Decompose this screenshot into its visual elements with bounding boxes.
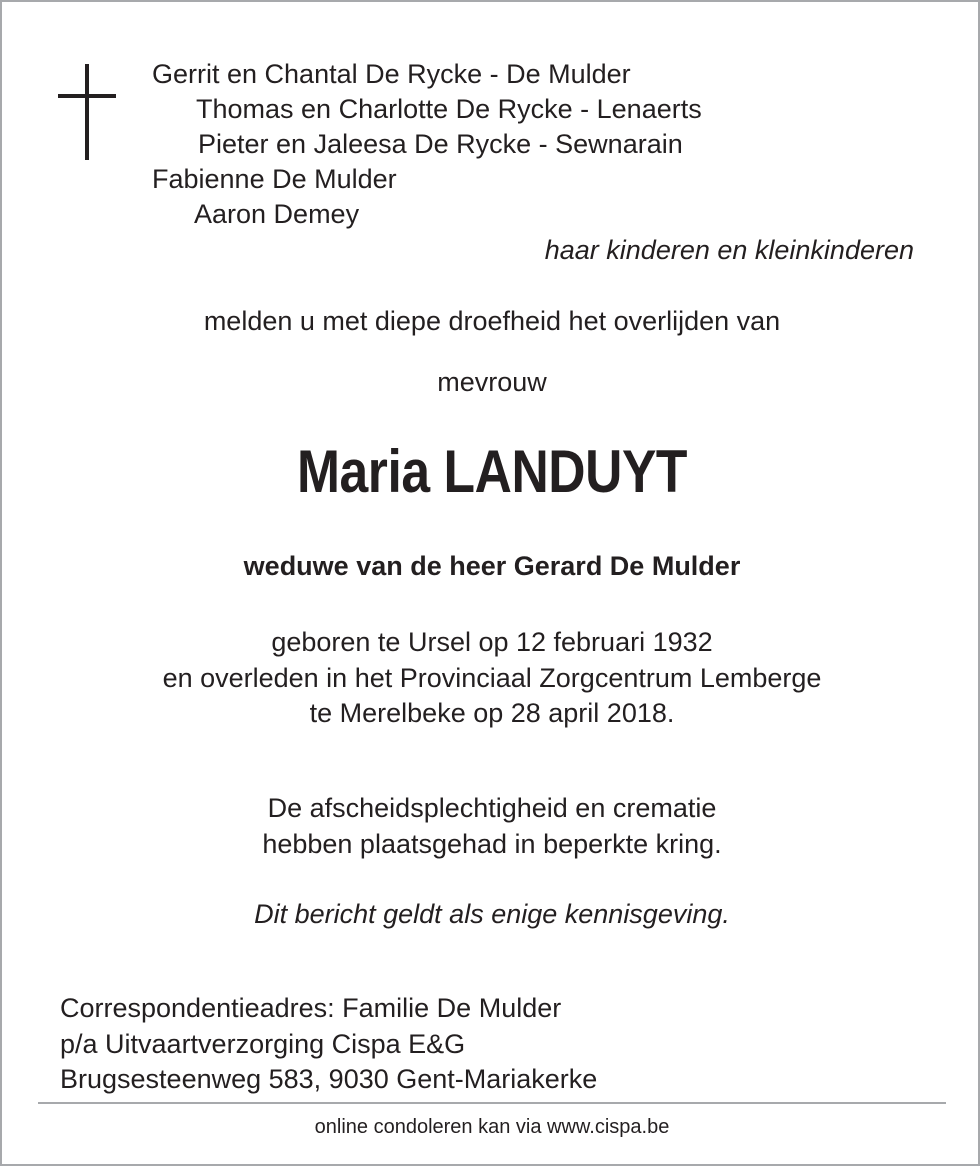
life-detail-1: geboren te Ursel op 12 februari 1932 [271, 627, 713, 657]
correspondence-line-2: p/a Uitvaartverzorging Cispa E&G [60, 1029, 466, 1059]
widow-of: weduwe van de heer Gerard De Mulder [243, 551, 741, 581]
life-detail-3: te Merelbeke op 28 april 2018. [309, 698, 675, 728]
family-line-3: Pieter en Jaleesa De Rycke - Sewnarain [198, 129, 683, 159]
deceased-name: Maria LANDUYT [296, 438, 688, 505]
cross-icon [58, 64, 116, 162]
notice: Dit bericht geldt als enige kennisgeving. [254, 899, 730, 929]
family-line-4: Fabienne De Mulder [152, 164, 397, 194]
family-relation: haar kinderen en kleinkinderen [544, 235, 914, 265]
family-line-2: Thomas en Charlotte De Rycke - Lenaerts [196, 94, 702, 124]
divider [38, 1102, 946, 1104]
family-line-1: Gerrit en Chantal De Rycke - De Mulder [152, 59, 631, 89]
online-condolence-note: online condoleren kan via www.cispa.be [314, 1116, 670, 1138]
ceremony-line-2: hebben plaatsgehad in beperkte kring. [262, 829, 722, 859]
life-detail-2: en overleden in het Provinciaal Zorgcentrum Lemberge [162, 663, 822, 693]
honorific: mevrouw [437, 367, 547, 397]
correspondence-line-1: Correspondentieadres: Familie De Mulder [60, 993, 562, 1023]
family-line-5: Aaron Demey [194, 199, 360, 229]
ceremony-line-1: De afscheidsplechtigheid en crematie [267, 793, 717, 823]
announcement: melden u met diepe droefheid het overlijden van [203, 306, 781, 336]
correspondence-line-3: Brugsesteenweg 583, 9030 Gent-Mariakerke [60, 1064, 598, 1094]
